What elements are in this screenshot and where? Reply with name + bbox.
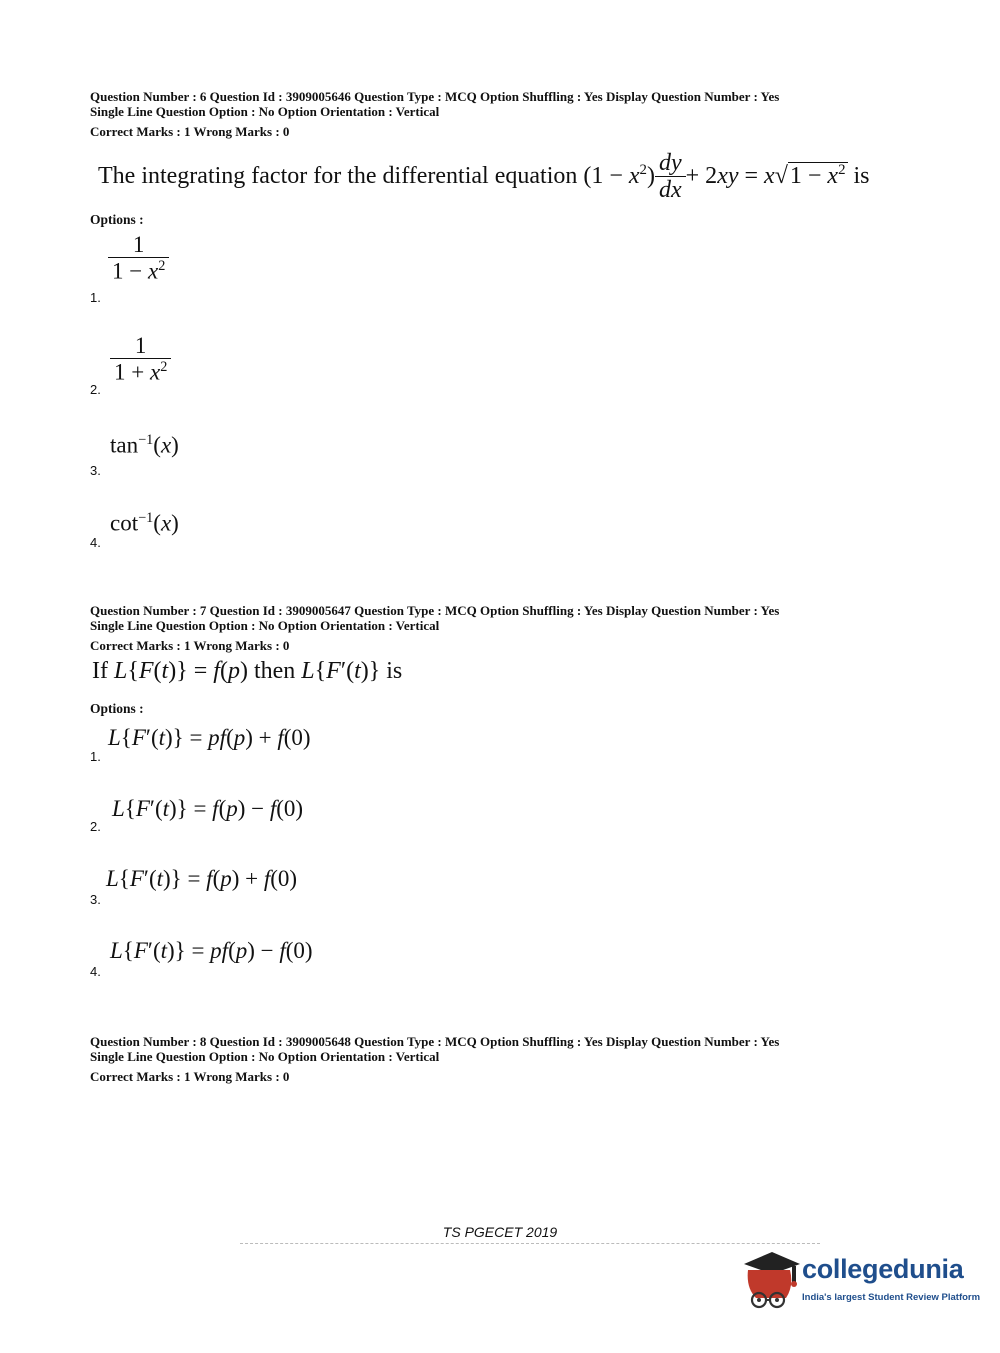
q7-meta-line2: Single Line Question Option : No Option Orientation : Vertical <box>90 618 440 633</box>
q6-equation: $(1 - x^2)$ $\frac{dy}{dx}$ + $2xy = x√1 - x^2$ <box>583 150 846 204</box>
q7-option-2-number: 2. <box>90 819 101 834</box>
q6-meta-line1: Question Number : 6 Question Id : 3909005646 Question Type : MCQ Option Shuffling : Yes Display Question Number : Yes <box>90 89 780 104</box>
footer-exam-name: TS PGECET 2019 <box>442 1224 558 1240</box>
q6-option-1-math[interactable]: $\frac{1}{1 - x^2}$ <box>108 232 169 285</box>
q7-option-3-math[interactable]: L{F′(t)} = f(p) + f(0) <box>106 866 298 891</box>
q6-meta-line2: Single Line Question Option : No Option Orientation : Vertical <box>90 104 440 119</box>
q7-text-if: If <box>92 658 108 684</box>
q7-meta-line1: Question Number : 7 Question Id : 3909005647 Question Type : MCQ Option Shuffling : Yes Display Question Number : Yes <box>90 603 780 618</box>
q6-option-4-math[interactable]: $\cot^{-1}(x)$ <box>110 510 179 536</box>
q6-option-2-number: 2. <box>90 382 101 397</box>
q6-option-2-math[interactable]: $\frac{1}{1 + x^2}$ <box>110 333 171 386</box>
q6-option-1-number: 1. <box>90 290 101 305</box>
q6-marks: Correct Marks : 1 Wrong Marks : 0 <box>90 124 290 139</box>
footer-divider <box>240 1243 820 1244</box>
logo-brand-text: collegedunia <box>802 1254 964 1284</box>
q6-text-suffix: is <box>853 163 870 189</box>
q7-option-4-number: 4. <box>90 964 101 979</box>
q7-text-then: then <box>253 658 296 684</box>
logo-tagline: India's largest Student Review Platform <box>802 1292 981 1303</box>
q6-options-label: Options : <box>90 212 144 227</box>
q8-meta-line2: Single Line Question Option : No Option Orientation : Vertical <box>90 1049 440 1064</box>
q7-text-is: is <box>386 658 403 684</box>
q8-marks: Correct Marks : 1 Wrong Marks : 0 <box>90 1069 290 1084</box>
q7-option-4-math[interactable]: L{F′(t)} = pf(p) − f(0) <box>110 938 313 963</box>
collegedunia-logo <box>742 1248 981 1312</box>
q6-option-4-number: 4. <box>90 535 101 550</box>
q7-option-1-math[interactable]: L{F′(t)} = pf(p) + f(0) <box>108 725 311 750</box>
q7-option-3-number: 3. <box>90 892 101 907</box>
q7-options-label: Options : <box>90 701 144 716</box>
q7-marks: Correct Marks : 1 Wrong Marks : 0 <box>90 638 290 653</box>
q7-question-text: If L{F(t)} = f(p) then L{F′(t)} is <box>92 658 403 684</box>
q7-option-1-number: 1. <box>90 749 101 764</box>
graduate-mascot-icon <box>742 1248 804 1312</box>
q8-meta-line1: Question Number : 8 Question Id : 3909005648 Question Type : MCQ Option Shuffling : Yes Display Question Number : Yes <box>90 1034 780 1049</box>
q6-text-prefix: The integrating factor for the differential equation <box>98 163 578 189</box>
q6-question-text <box>98 150 870 205</box>
q7-option-2-math[interactable]: L{F′(t)} = f(p) − f(0) <box>112 796 304 821</box>
q6-option-3-math[interactable]: $\tan^{-1}(x)$ <box>110 432 179 458</box>
q6-option-3-number: 3. <box>90 463 101 478</box>
